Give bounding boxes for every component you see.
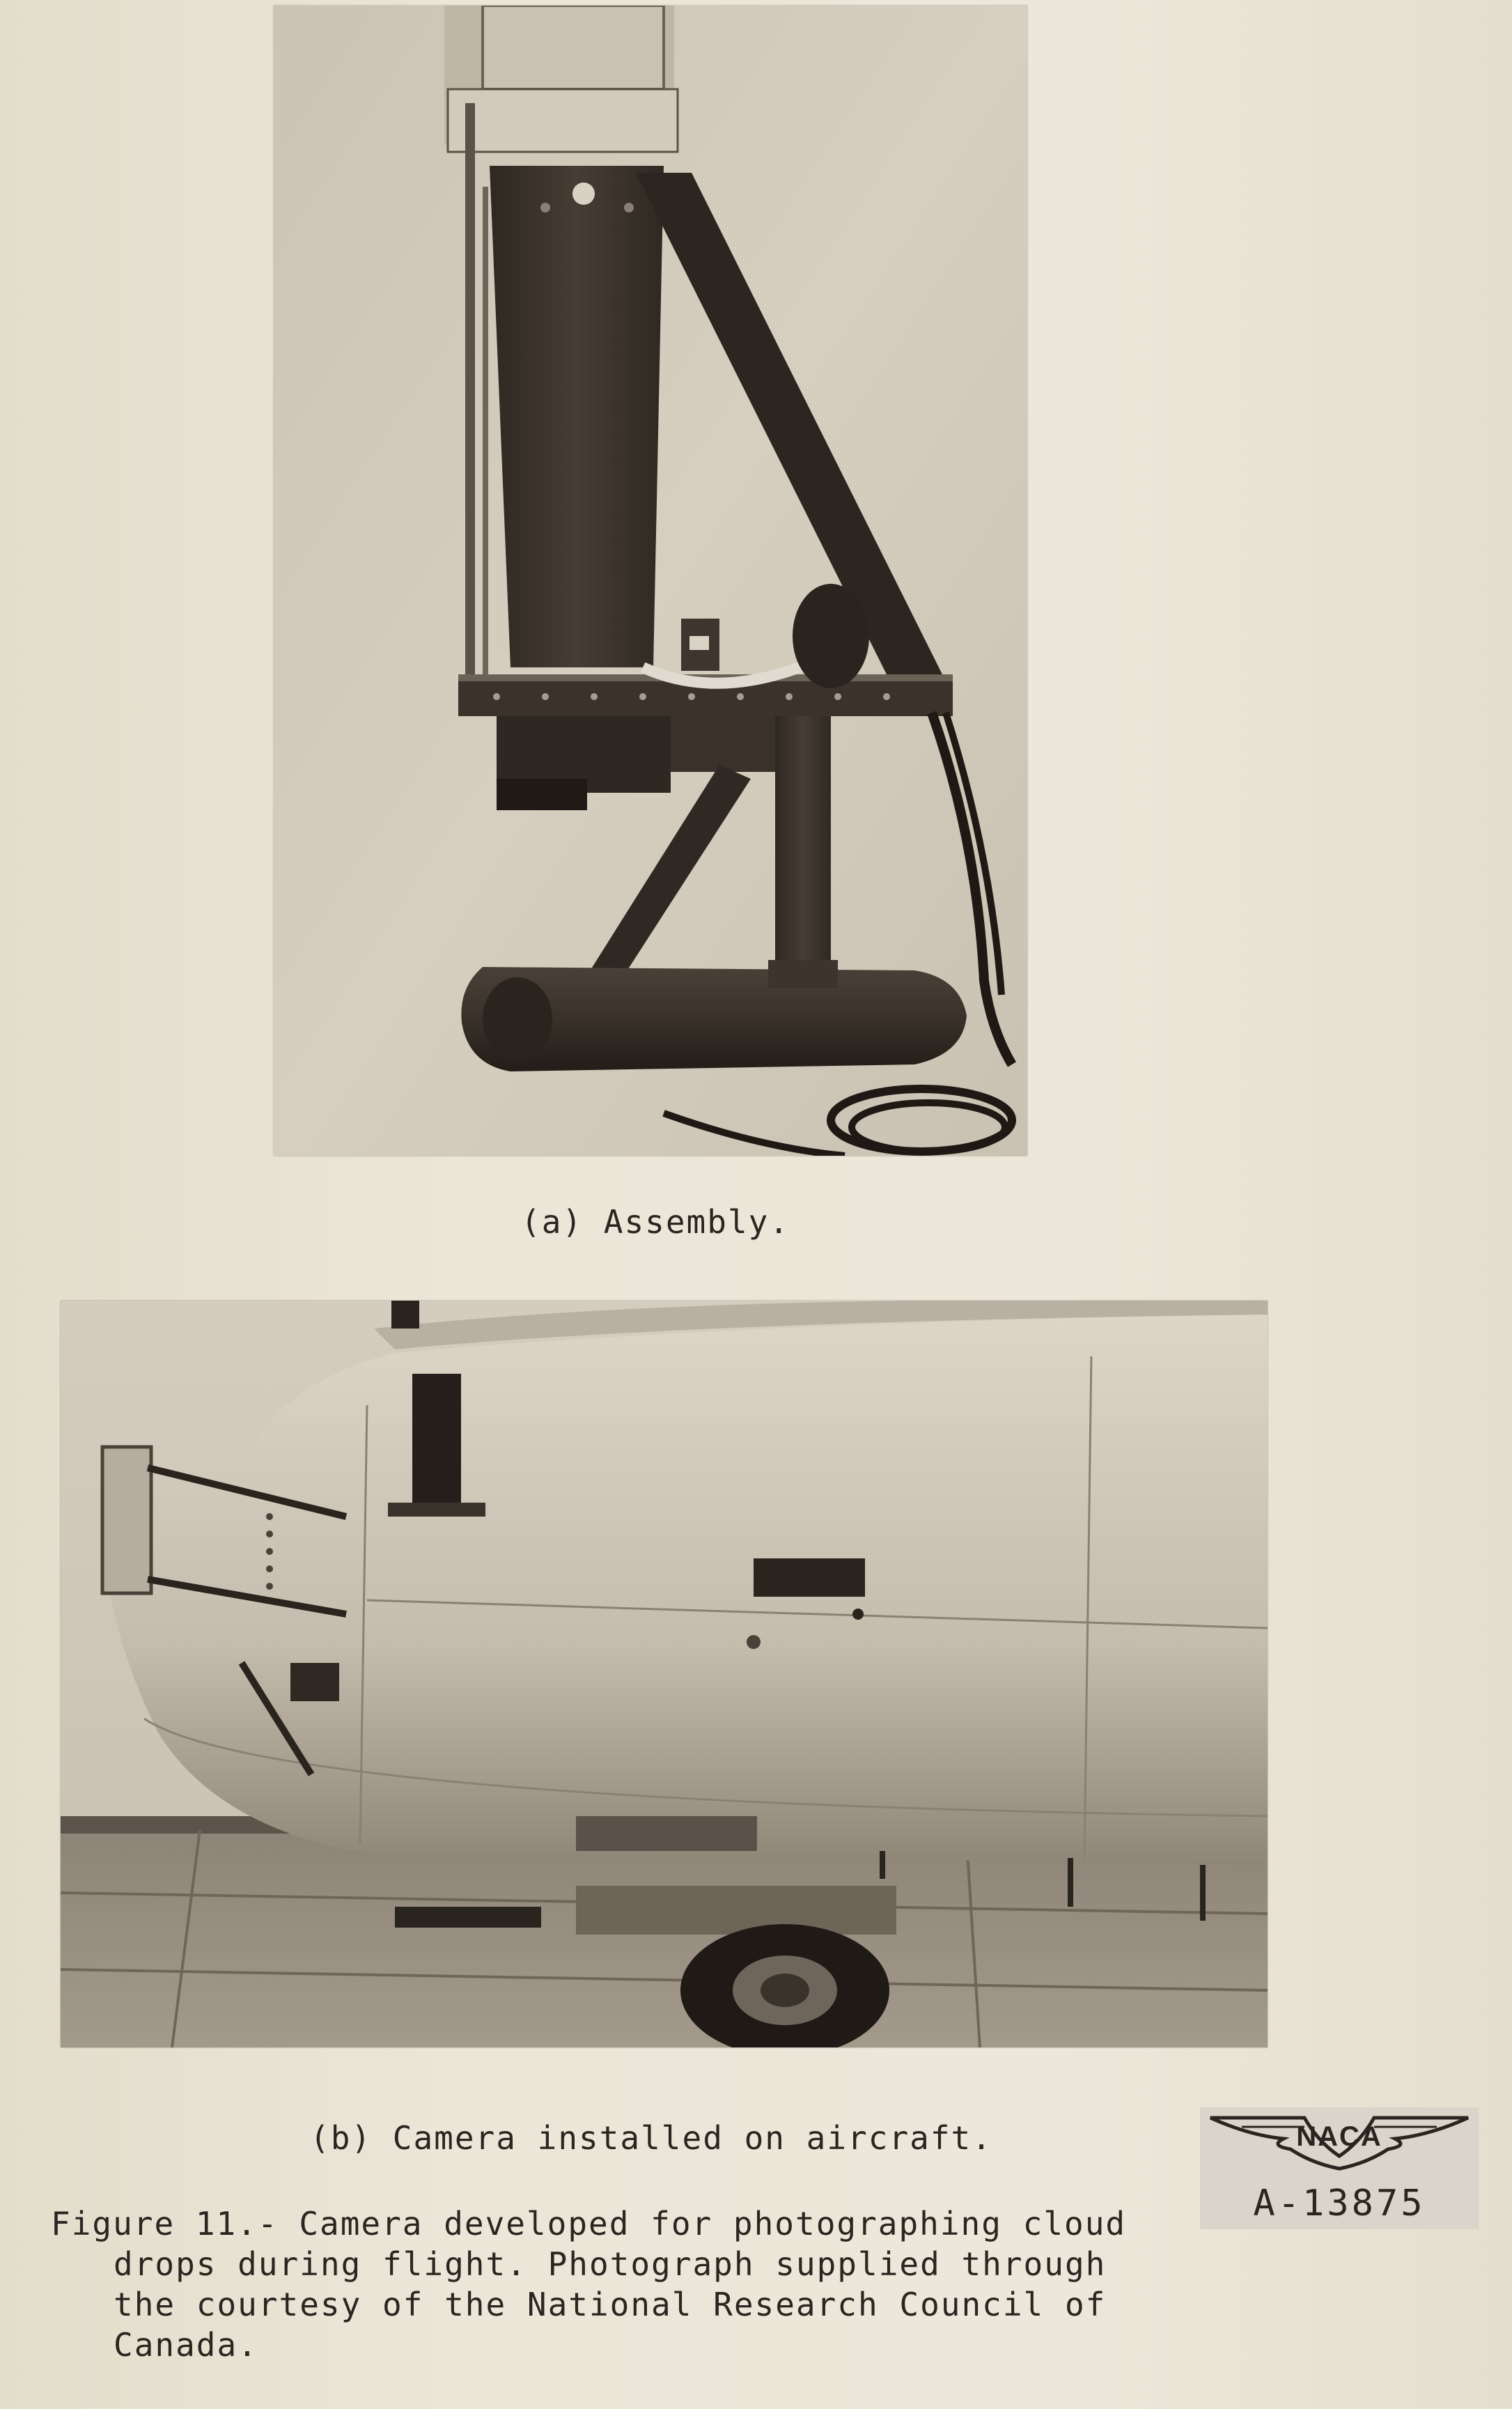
figure-caption-line: Canada. (114, 2326, 258, 2364)
figure-caption-line: the courtesy of the National Research Council of (114, 2286, 1107, 2323)
figure-caption (51, 2203, 1207, 2365)
caption-aircraft: (b) Camera installed on aircraft. (310, 2119, 992, 2157)
aircraft-photo (61, 1301, 1268, 2047)
svg-text:NACA: NACA (1296, 2121, 1382, 2152)
assembly-photo (274, 6, 1027, 1156)
figure-caption-line: drops during flight. Photograph supplied through (114, 2245, 1107, 2283)
figure-caption-line: Figure 11.- Camera developed for photographing cloud (51, 2205, 1127, 2243)
stamp-number: A-13875 (1253, 2183, 1426, 2224)
naca-wings-logo (1200, 2107, 1479, 2184)
naca-stamp (1200, 2107, 1479, 2229)
caption-assembly: (a) Assembly. (521, 1203, 790, 1241)
